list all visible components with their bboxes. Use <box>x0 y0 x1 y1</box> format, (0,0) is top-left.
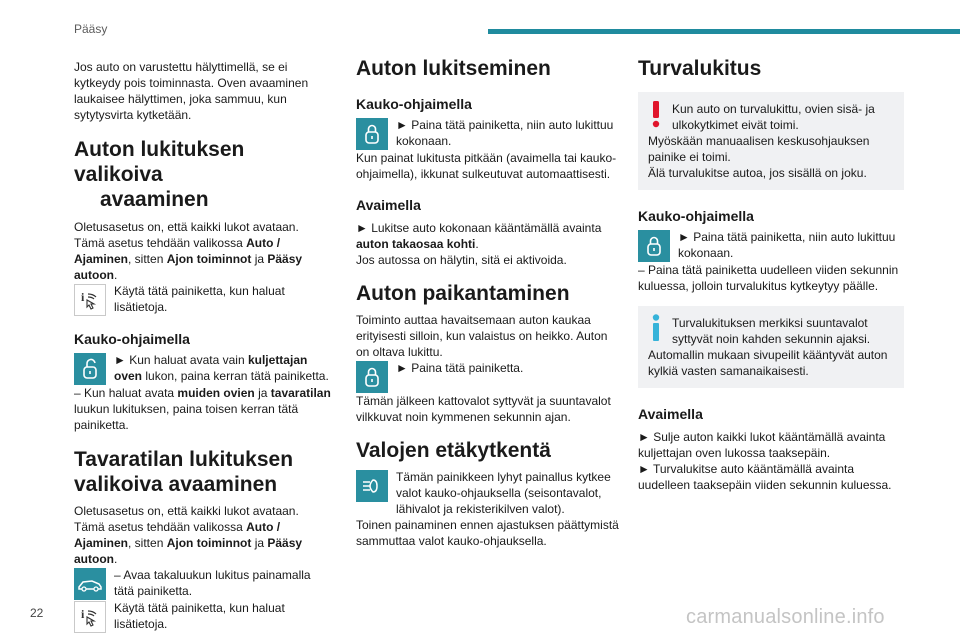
info-touch-row-2 <box>74 600 332 633</box>
remote-lock-text: ► Paina tätä painiketta, niin auto lukittuu kokonaan. <box>396 118 614 148</box>
unlock-icon <box>74 353 106 385</box>
lights-title: Valojen etäkytkentä <box>356 439 551 462</box>
locate-text: Toiminto auttaa havaitsemaan auton kaukaa erityisesti silloin, kun valaistus on heikko. Auton on oltava lukittu. <box>356 313 608 359</box>
page-number: 22 <box>30 606 44 620</box>
intro-paragraph: Jos auto on varustettu hälyttimellä, se ei kytkeydy pois toiminnasta. Oven avaaminen laukaisee hälyttimen, joka sammuu, kun sytytysvirta kytketään. <box>74 60 309 122</box>
locate-title: Auton paikantaminen <box>356 282 570 305</box>
info-rest-text: Automallin mukaan sivupeilit kääntyvät auton kylkiä vasten samanaikaisesti. <box>648 348 888 378</box>
info-touch-icon <box>74 284 106 316</box>
deadlock-title: Turvalukitus <box>638 57 762 80</box>
selective-unlock-title-line1: Auton lukituksen valikoiva <box>74 138 245 186</box>
remote-lock-row <box>356 117 620 150</box>
selective-remote-title: Kauko-ohjaimella <box>74 331 190 347</box>
deadlock-key-text-1: ► Sulje auton kaikki lukot kääntämällä avainta kuljettajan oven lukossa taaksepäin. <box>638 430 886 460</box>
selective-unlock-title-line2: avaaminen <box>100 188 209 211</box>
text-span: ja <box>254 386 271 400</box>
key-lock-note: Jos autossa on hälytin, sitä ei aktivoida. <box>356 253 567 267</box>
menu-path-bold: Ajon toiminnot <box>166 536 252 550</box>
locking-key-title: Avaimella <box>356 197 421 213</box>
selective-unlock-heading <box>74 137 332 212</box>
boot-unlock-heading <box>74 447 332 497</box>
column-1 <box>74 54 332 633</box>
header-section-title: Pääsy <box>74 22 108 36</box>
column-3 <box>638 54 904 493</box>
deadlock-remote-row <box>638 229 904 262</box>
key-lock-text <box>356 220 620 252</box>
info-touch-row <box>74 283 332 316</box>
car-boot-icon <box>74 568 106 600</box>
info-icon <box>650 314 662 342</box>
menu-path-bold: Ajon toiminnot <box>166 252 252 266</box>
text-span: . <box>114 552 118 566</box>
deadlock-key-text-2: ► Turvalukitse auto kääntämällä avainta uudelleen taaksepäin viiden sekunnin kuluessa. <box>638 462 892 492</box>
lights-text-2: Toinen painaminen ennen ajastuksen päättymistä sammuttaa valot kauko-ohjauksella. <box>356 518 619 548</box>
menu-path-bold: Pääsy autoon <box>74 252 303 282</box>
boot-unlock-title-line1: Tavaratilan lukituksen <box>74 448 294 471</box>
deadlock-remote-text: ► Paina tätä painiketta, niin auto lukittuu kokonaan. <box>678 230 896 260</box>
text-span: ► Lukitse auto kokonaan kääntämällä avainta <box>356 221 602 235</box>
remote-unlock-second-text <box>74 385 332 433</box>
menu-path-bold: Auto / Ajaminen <box>74 520 281 550</box>
header-accent-bar <box>488 29 960 34</box>
other-doors-bold: muiden ovien <box>177 386 255 400</box>
text-span: lukon, paina kerran tätä painiketta. <box>142 369 329 383</box>
boot-default-text: Oletusasetus on, että kaikki lukot avataan. <box>74 504 299 518</box>
locate-press-text: ► Paina tätä painiketta. <box>396 361 524 375</box>
svg-text:i: i <box>81 607 85 621</box>
locate-after-text: Tämän jälkeen kattovalot syttyvät ja suuntavalot vilkkuvat noin kymmenen sekunnin ajan. <box>356 394 611 424</box>
info-touch-icon <box>74 601 106 633</box>
lock-icon <box>638 230 670 262</box>
locking-title: Auton lukitseminen <box>356 57 551 80</box>
text-span: – Kun haluat avata <box>74 386 178 400</box>
info-touch-text: Käytä tätä painiketta, kun haluat lisätietoja. <box>114 284 285 314</box>
info-touch-text: Käytä tätä painiketta, kun haluat lisätietoja. <box>114 601 285 631</box>
driver-door-bold: kuljettajan oven <box>114 353 308 383</box>
text-span: Tämä asetus tehdään valikossa <box>74 520 247 534</box>
warning-box <box>638 92 904 190</box>
text-span: . <box>114 268 118 282</box>
deadlock-remote-note: – Paina tätä painiketta uudelleen viiden sekunnin kuluessa, jolloin turvalukitus kytkeytyy päälle. <box>638 263 899 293</box>
lock-icon <box>356 118 388 150</box>
selective-setting-text <box>74 235 332 283</box>
text-span: ja <box>251 536 268 550</box>
text-span: ► Kun haluat avata vain <box>114 353 248 367</box>
lock-icon <box>356 361 388 393</box>
remote-lock-note: Kun painat lukitusta pitkään (avaimella tai kauko-ohjaimella), ikkunat sulkeutuvat automaattisesti. <box>356 151 617 181</box>
key-direction-bold: auton takaosaa kohti <box>356 237 476 251</box>
locking-remote-title: Kauko-ohjaimella <box>356 96 472 112</box>
text-span: . <box>475 237 479 251</box>
warning-first-text: Kun auto on turvalukittu, ovien sisä- ja ulkokytkimet eivät toimi. <box>672 102 875 132</box>
info-first-text: Turvalukituksen merkiksi suuntavalot syttyvät noin kahden sekunnin ajaksi. <box>672 316 871 346</box>
boot-setting-text <box>74 519 332 567</box>
info-box <box>638 306 904 388</box>
boot-bold: tavaratilan <box>270 386 331 400</box>
remote-unlock-text <box>114 352 332 384</box>
car-boot-text: – Avaa takaluukun lukitus painamalla tätä painiketta. <box>114 568 311 598</box>
selective-default-text: Oletusasetus on, että kaikki lukot avataan. <box>74 220 299 234</box>
text-span: Tämä asetus tehdään valikossa <box>74 236 247 250</box>
warning-last-text: Älä turvalukitse autoa, jos sisällä on joku. <box>648 166 867 180</box>
menu-path-bold: Pääsy autoon <box>74 536 303 566</box>
warning-icon <box>650 100 662 128</box>
warning-rest-text: Myöskään manuaalisen keskusohjauksen painike ei toimi. <box>648 134 870 164</box>
text-span: ja <box>251 252 268 266</box>
remote-unlock-row <box>74 352 332 385</box>
deadlock-remote-title: Kauko-ohjaimella <box>638 208 754 224</box>
lights-text: Tämän painikkeen lyhyt painallus kytkee valot kauko-ohjauksella (seisontavalot, lähivalot ja rekisterikilven valot). <box>396 470 611 516</box>
column-2 <box>356 54 620 549</box>
svg-text:i: i <box>81 290 85 304</box>
boot-unlock-title-line2: valikoiva avaaminen <box>74 473 278 496</box>
text-span: luukun lukituksen, paina toisen kerran tätä painiketta. <box>74 402 299 432</box>
watermark: carmanualsonline.info <box>686 606 885 628</box>
text-span: , sitten <box>128 252 167 266</box>
deadlock-key-title: Avaimella <box>638 406 703 422</box>
headlight-icon <box>356 470 388 502</box>
lights-row <box>356 469 620 517</box>
locate-press-row <box>356 360 620 393</box>
menu-path-bold: Auto / Ajaminen <box>74 236 281 266</box>
car-boot-row <box>74 567 332 600</box>
text-span: , sitten <box>128 536 167 550</box>
